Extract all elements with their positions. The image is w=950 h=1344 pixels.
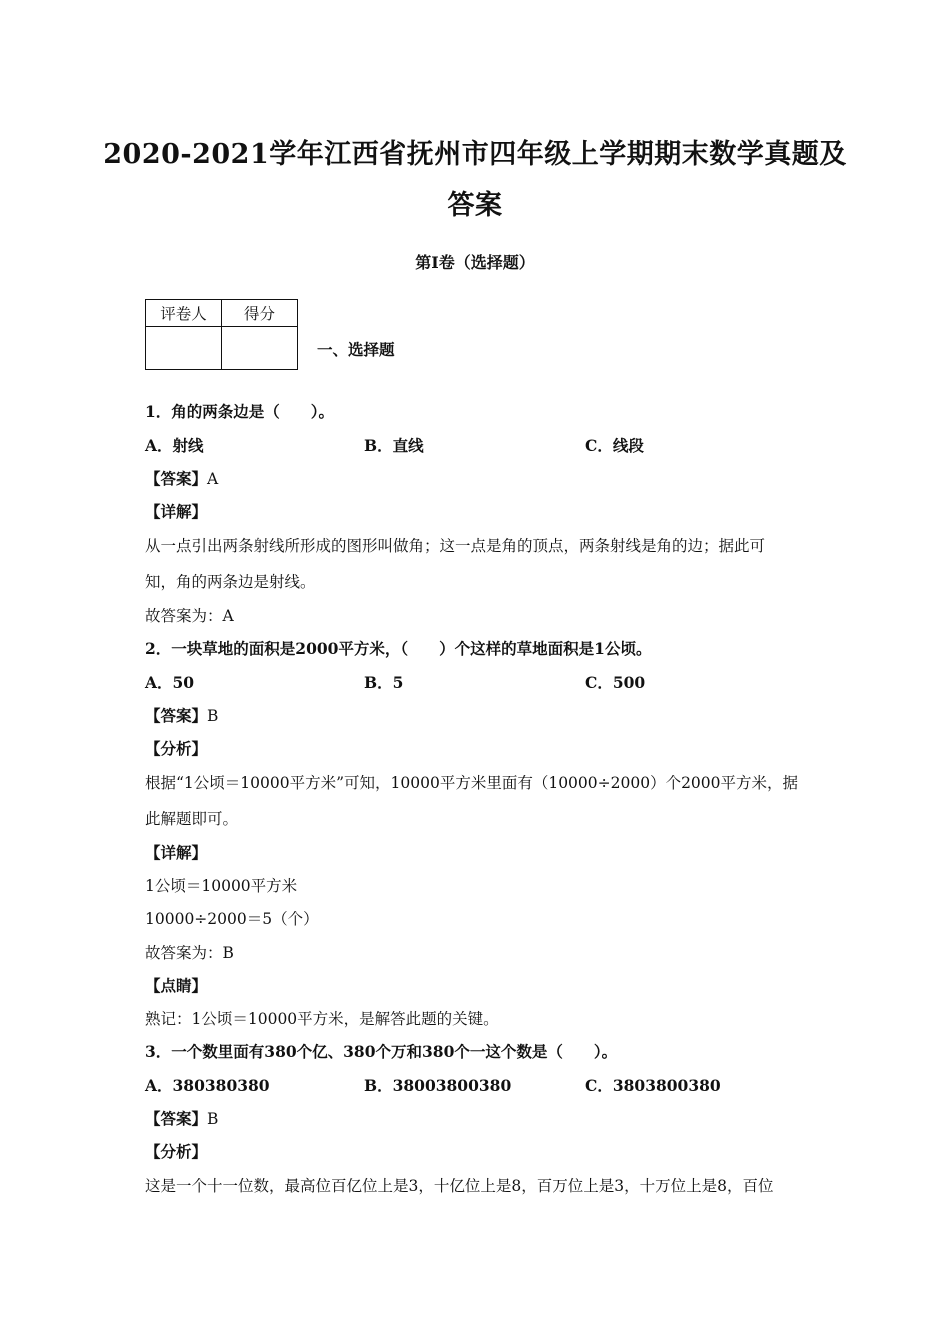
- q2-detail-line1: 1公顷＝10000平方米: [145, 877, 298, 895]
- q2-answer-tag: 【答案】: [145, 706, 208, 725]
- q2-tip: 熟记：1公顷＝10000平方米，是解答此题的关键。: [145, 1010, 499, 1028]
- q1-answer: [145, 467, 218, 489]
- q2-analysis-line2: 此解题即可。: [145, 810, 239, 828]
- q1-answer-value: A: [207, 470, 219, 488]
- q2-detail-line2: 10000÷2000＝5（个）: [145, 910, 319, 928]
- q3-option-c: C．3803800380: [585, 1076, 721, 1095]
- q2-detail-tag: 【详解】: [145, 843, 208, 862]
- q3-answer-tag: 【答案】: [145, 1109, 208, 1128]
- q1-detail-tag: 【详解】: [145, 502, 208, 521]
- q2-answer-value: B: [207, 707, 219, 725]
- score-table-reviewer-cell: [146, 327, 222, 370]
- q2-option-a: A．50: [145, 673, 195, 692]
- q3-option-b: B．38003800380: [364, 1076, 512, 1095]
- q1-option-b: B．直线: [364, 436, 424, 455]
- q1-stem: 1．角的两条边是（ ）。: [145, 402, 335, 421]
- q3-stem: 3．一个数里面有380个亿、380个万和380个一这个数是（ ）。: [145, 1042, 618, 1061]
- score-table-score-cell: [222, 327, 298, 370]
- q2-stem: 2．一块草地的面积是2000平方米，（ ）个这样的草地面积是1公顷。: [145, 639, 652, 658]
- q1-detail-line1: 从一点引出两条射线所形成的图形叫做角；这一点是角的顶点，两条射线是角的边；据此可: [145, 537, 766, 555]
- q1-final-answer: 故答案为：A: [145, 607, 234, 625]
- score-table: [145, 299, 298, 370]
- q3-answer-value: B: [207, 1110, 219, 1128]
- q3-analysis-line1: 这是一个十一位数，最高位百亿位上是3，十亿位上是8，百万位上是3，十万位上是8，百位: [145, 1177, 774, 1195]
- q3-answer: [145, 1107, 218, 1129]
- q1-option-c: C．线段: [585, 436, 644, 455]
- volume-heading: 第Ⅰ卷（选择题）: [415, 253, 535, 272]
- q2-analysis-line1: 根据“1公顷＝10000平方米”可知，10000平方米里面有（10000÷2000）个2000平方米，据: [145, 774, 799, 792]
- score-table-reviewer-header: 评卷人: [146, 300, 222, 327]
- q2-tip-tag: 【点睛】: [145, 976, 208, 995]
- q3-analysis-tag: 【分析】: [145, 1142, 208, 1161]
- q1-detail-line2: 知，角的两条边是射线。: [145, 573, 316, 591]
- document-title-line1: 2020-2021学年江西省抚州市四年级上学期期末数学真题及: [103, 139, 847, 170]
- section-heading: 一、选择题: [317, 340, 395, 359]
- q2-option-b: B．5: [364, 673, 404, 692]
- q2-answer: [145, 704, 218, 726]
- q2-analysis-tag: 【分析】: [145, 739, 208, 758]
- q1-answer-tag: 【答案】: [145, 469, 208, 488]
- document-title-line2: 答案: [447, 190, 503, 221]
- q2-final-answer: 故答案为：B: [145, 944, 234, 962]
- q1-option-a: A．射线: [145, 436, 204, 455]
- q3-option-a: A．380380380: [145, 1076, 270, 1095]
- q2-option-c: C．500: [585, 673, 646, 692]
- score-table-score-header: 得分: [222, 300, 298, 327]
